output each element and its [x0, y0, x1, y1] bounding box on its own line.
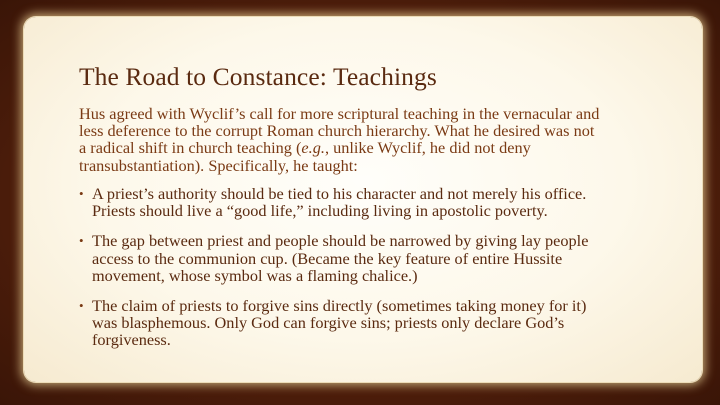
- bullet-marker: •: [79, 233, 84, 249]
- list-item-line: Priests should live a “good life,” including living in apostolic poverty.: [92, 201, 548, 221]
- list-item: [79, 185, 659, 219]
- intro-line: transubstantiation). Specifically, he taught:: [79, 155, 358, 175]
- bullet-marker: •: [79, 298, 84, 314]
- bullet-marker: •: [79, 186, 84, 201]
- list-item: [79, 297, 659, 349]
- list-item-line: was blasphemous. Only God can forgive sins; priests only declare God’s: [92, 313, 565, 333]
- intro-line: Hus agreed with Wyclif’s call for more scriptural teaching in the vernacular and: [79, 104, 600, 123]
- list-item-line: access to the communion cup. (Became the key feature of entire Hussite: [92, 248, 563, 268]
- list-item-line: The claim of priests to forgive sins directly (sometimes taking money for it): [92, 296, 587, 316]
- list-item-line: forgiveness.: [92, 330, 171, 350]
- list-item-line: movement, whose symbol was a flaming chalice.): [92, 265, 418, 285]
- intro-line: less deference to the corrupt Roman church hierarchy. What he desired was not: [79, 121, 595, 141]
- list-item: [79, 232, 659, 284]
- list-item-line: The gap between priest and people should be narrowed by giving lay people: [92, 231, 589, 251]
- eg-abbrev: e.g.: [301, 138, 325, 158]
- list-item-line: A priest’s authority should be tied to his character and not merely his office.: [92, 184, 587, 203]
- intro-line: a radical shift in church teaching (e.g., unlike Wyclif, he did not deny: [79, 138, 531, 158]
- intro-paragraph: [79, 105, 639, 174]
- teachings-list: [79, 185, 659, 349]
- slide-title: The Road to Constance: Teachings: [79, 62, 437, 91]
